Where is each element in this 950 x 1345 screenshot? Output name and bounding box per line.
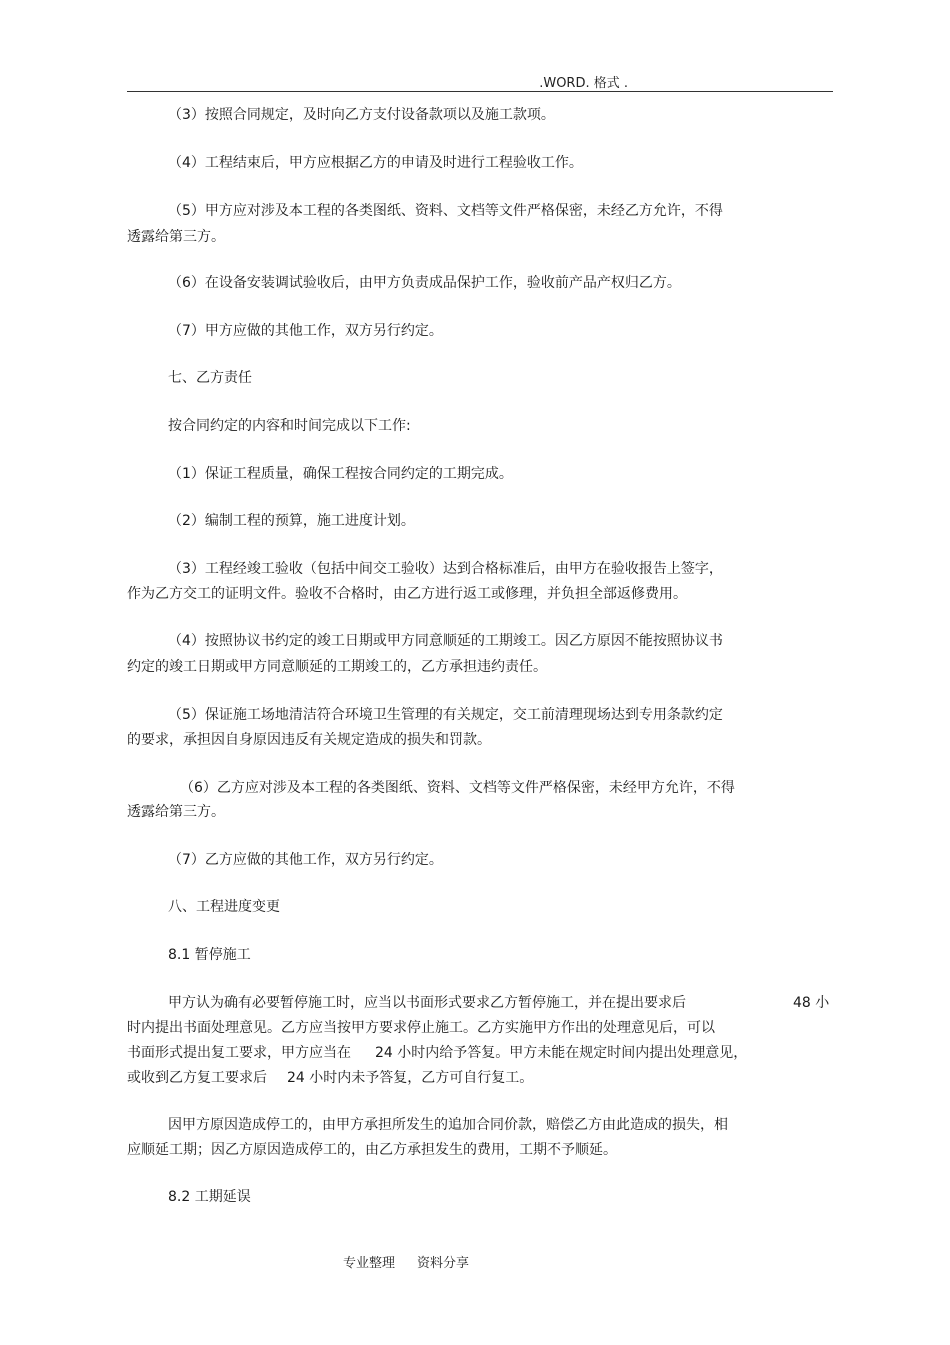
item-b3-line1: （3）工程经竣工验收（包括中间交工验收）达到合格标准后，由甲方在验收报告上签字，: [168, 561, 723, 577]
page-footer: [343, 1252, 469, 1271]
subsection-heading-8-2: 8.2 工期延误: [168, 1189, 251, 1205]
para-8-1-line4-end: 24 小时内未予答复，乙方可自行复工。: [287, 1070, 534, 1086]
page-header: .WORD. 格式 .: [539, 76, 628, 91]
para-8-1-line3-start: 书面形式提出复工要求，甲方应当在: [127, 1045, 351, 1061]
item-a3: （3）按照合同规定，及时向乙方支付设备款项以及施工款项。: [168, 107, 555, 123]
para-8-1-line1: 甲方认为确有必要暂停施工时，应当以书面形式要求乙方暂停施工，并在提出要求后: [168, 995, 686, 1011]
item-b4-line2: 约定的竣工日期或甲方同意顺延的工期竣工的，乙方承担违约责任。: [127, 659, 547, 675]
para-8-1-line3: [127, 1044, 747, 1062]
item-b7: （7）乙方应做的其他工作，双方另行约定。: [168, 852, 443, 868]
footer-right: 资料分享: [417, 1256, 470, 1271]
item-a4: （4）工程结束后，甲方应根据乙方的申请及时进行工程验收工作。: [168, 155, 583, 171]
item-b1: （1）保证工程质量，确保工程按合同约定的工期完成。: [168, 466, 513, 482]
para-8-1-line3-end: 24 小时内给予答复。甲方未能在规定时间内提出处理意见，: [375, 1045, 748, 1061]
item-a7: （7）甲方应做的其他工作，双方另行约定。: [168, 323, 443, 339]
section-heading-7: 七、乙方责任: [168, 370, 252, 386]
para-8-1b-line1: 因甲方原因造成停工的，由甲方承担所发生的追加合同价款，赔偿乙方由此造成的损失，相: [168, 1117, 728, 1133]
para-8-1b-line2: 应顺延工期；因乙方原因造成停工的，由乙方承担发生的费用，工期不予顺延。: [127, 1142, 617, 1158]
item-a5-line1: （5）甲方应对涉及本工程的各类图纸、资料、文档等文件严格保密，未经乙方允许，不得: [168, 203, 723, 219]
item-b2: （2）编制工程的预算，施工进度计划。: [168, 513, 415, 529]
item-b4-line1: （4）按照协议书约定的竣工日期或甲方同意顺延的工期竣工。因乙方原因不能按照协议书: [168, 633, 723, 649]
item-b5-line1: （5）保证施工场地清洁符合环境卫生管理的有关规定，交工前清理现场达到专用条款约定: [168, 707, 723, 723]
para-8-1-line1-end: 48 小: [793, 995, 830, 1011]
intro-text: 按合同约定的内容和时间完成以下工作:: [168, 418, 411, 434]
header-divider: [127, 91, 833, 92]
subsection-heading-8-1: 8.1 暂停施工: [168, 947, 251, 963]
footer-left: 专业整理: [343, 1256, 396, 1271]
para-8-1-line4-start: 或收到乙方复工要求后: [127, 1070, 267, 1086]
para-8-1-line4: [127, 1069, 533, 1087]
item-a5-line2: 透露给第三方。: [127, 229, 225, 245]
item-b6-line1: （6）乙方应对涉及本工程的各类图纸、资料、文档等文件严格保密，未经甲方允许，不得: [180, 780, 735, 796]
section-heading-8: 八、工程进度变更: [168, 899, 280, 915]
item-b6-line2: 透露给第三方。: [127, 804, 225, 820]
para-8-1-line2: 时内提出书面处理意见。乙方应当按甲方要求停止施工。乙方实施甲方作出的处理意见后，可以: [127, 1020, 715, 1036]
item-b5-line2: 的要求，承担因自身原因违反有关规定造成的损失和罚款。: [127, 732, 491, 748]
item-b3-line2: 作为乙方交工的证明文件。验收不合格时，由乙方进行返工或修理，并负担全部返修费用。: [127, 586, 687, 602]
item-a6: （6）在设备安装调试验收后，由甲方负责成品保护工作，验收前产品产权归乙方。: [168, 275, 681, 291]
